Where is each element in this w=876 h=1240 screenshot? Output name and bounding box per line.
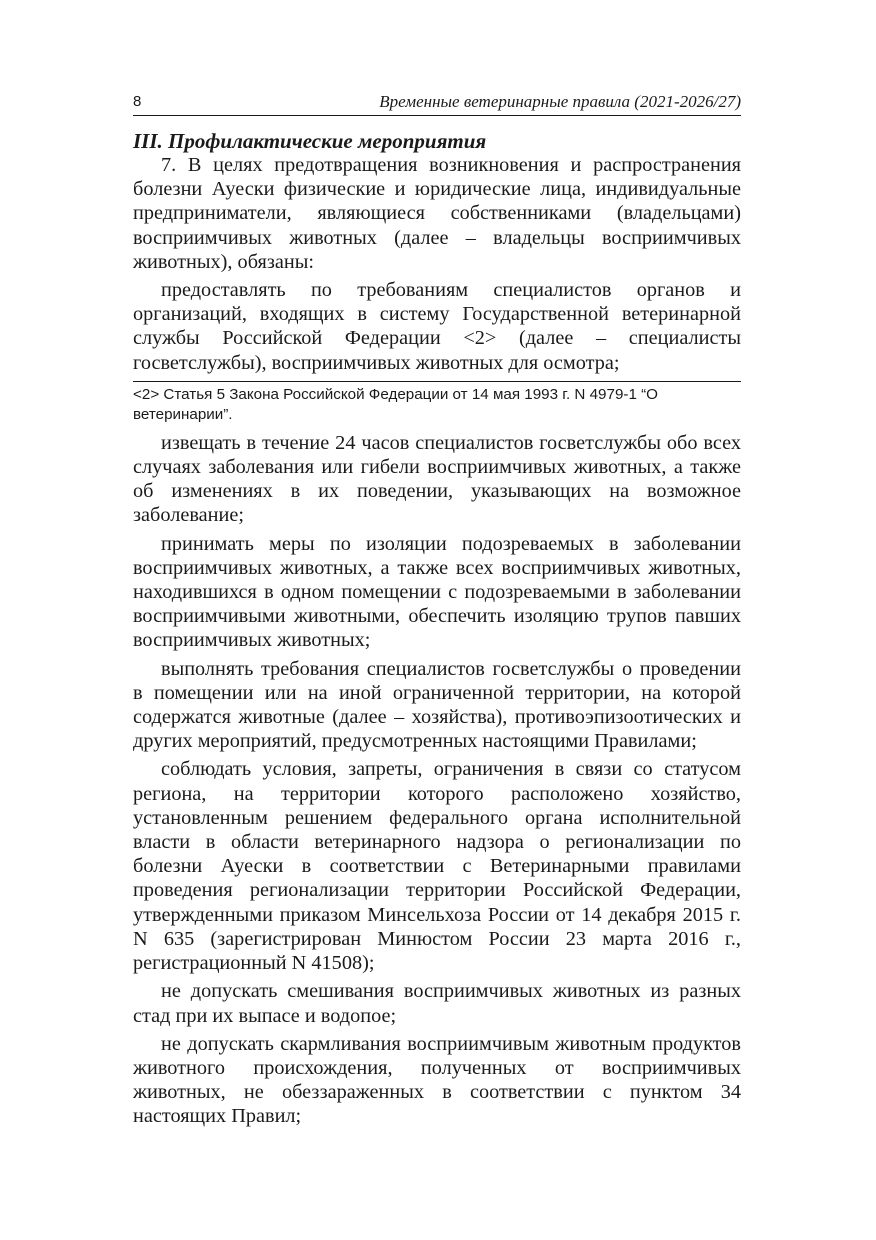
paragraph-isolate: принимать меры по изоляции подозреваемых в заболевании восприимчивых животных, а также всех восприимчивых животных, находившихся в одном помещении с подозреваемыми в заболевании восприимчивыми животными, обеспечить изоляцию трупов павших восприимчивых животных;	[133, 532, 741, 652]
running-header	[133, 92, 741, 116]
paragraph-no-feeding: не допускать скармливания восприимчивым животным продуктов животного происхождения, полученных от восприимчивых животных, не обеззараженных в соответствии с пунктом 34 настоящих Правил;	[133, 1032, 741, 1128]
paragraph-regionalization: соблюдать условия, запреты, ограничения в связи со статусом региона, на территории которого расположено хозяйство, установленным решением федерального органа исполнительной власти в области ветеринарного надзора о регионализации по болезни Ауески в соответствии с Ветеринарными правилами проведения регионализации территории Российской Федерации, утвержденными приказом Минсельхоза России от 14 декабря 2015 г. N 635 (зарегистрирован Минюстом России 23 марта 2016 г., регистрационный N 41508);	[133, 758, 741, 975]
paragraph-intro: 7. В целях предотвращения возникновения и распространения болезни Ауески физические и юридические лица, индивидуальные предприниматели, являющиеся собственниками (владельцами) восприимчивых животных (далее – владельцы восприимчивых животных), обязаны:	[133, 154, 741, 273]
paragraph-notify: извещать в течение 24 часов специалистов госветслужбы обо всех случаях заболевания или гибели восприимчивых животных, а также об изменениях в их поведении, указывающих на возможное заболевание;	[133, 431, 741, 527]
document-page	[133, 92, 741, 1129]
paragraph-requirements: выполнять требования специалистов госветслужбы о проведении в помещении или на иной ограниченной территории, на которой содержатся животные (далее – хозяйства), противоэпизоотических и других мероприятий, предусмотренных настоящими Правилами;	[133, 657, 741, 753]
footnote: <2> Статья 5 Закона Российской Федерации от 14 мая 1993 г. N 4979-1 “О ветеринарии”.	[133, 385, 658, 423]
footnote-divider	[133, 381, 741, 382]
running-title: Временные ветеринарные правила (2021-2026/27)	[379, 92, 741, 111]
section-heading: III. Профилактические мероприятия	[133, 129, 487, 153]
paragraph-provide-animals: предоставлять по требованиям специалистов органов и организаций, входящих в систему Государственной ветеринарной службы Российской Федерации <2> (далее – специалисты госветслужбы), восприимчивых животных для осмотра;	[133, 279, 741, 374]
page-number: 8	[133, 93, 142, 110]
paragraph-no-mixing: не допускать смешивания восприимчивых животных из разных стад при их выпасе и водопое;	[133, 980, 741, 1027]
